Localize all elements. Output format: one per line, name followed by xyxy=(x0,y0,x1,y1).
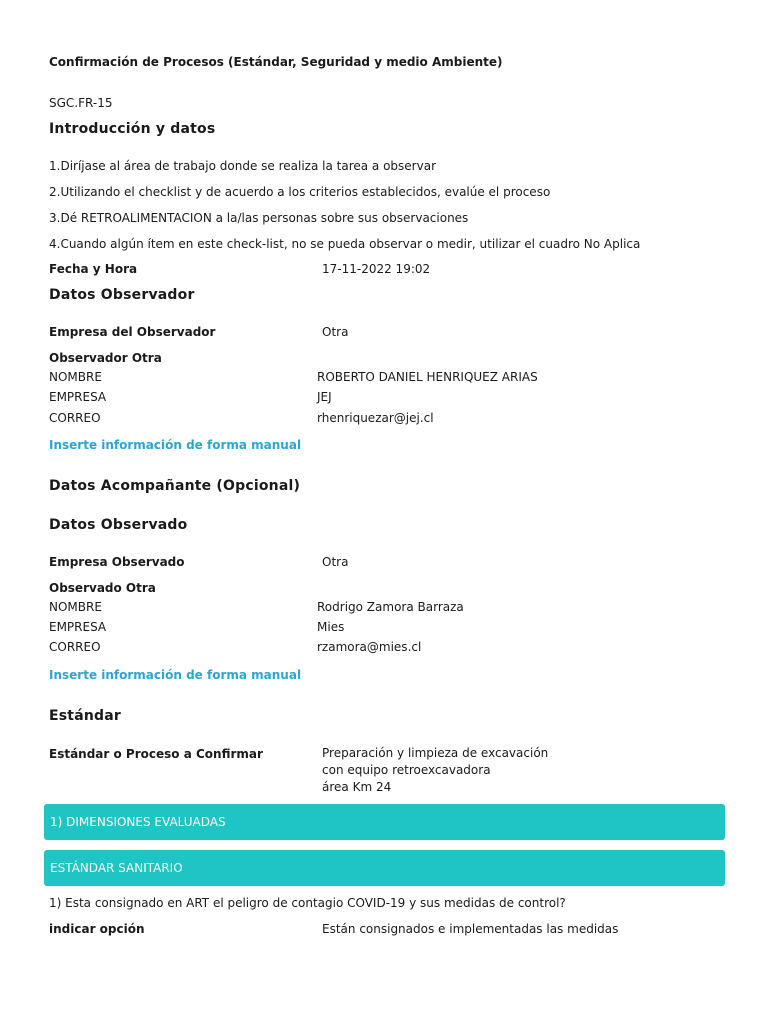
proceso-label: Estándar o Proceso a Confirmar xyxy=(49,747,263,761)
proceso-value-line: Preparación y limpieza de excavación xyxy=(322,746,549,760)
observador-correo-value: rhenriquezar@jej.cl xyxy=(317,411,434,425)
option-value: Están consignados e implementadas las medidas xyxy=(322,922,619,936)
observador-otra-label: Observador Otra xyxy=(49,351,162,365)
observador-empresa-value: JEJ xyxy=(317,390,332,404)
section-heading-intro: Introducción y datos xyxy=(49,121,216,137)
question-text: 1) Esta consignado en ART el peligro de contagio COVID-19 y sus medidas de control? xyxy=(49,896,566,910)
observador-nombre-value: ROBERTO DANIEL HENRIQUEZ ARIAS xyxy=(317,370,538,384)
page-title: Confirmación de Procesos (Estándar, Seguridad y medio Ambiente) xyxy=(49,55,503,69)
section-heading-estandar: Estándar xyxy=(49,708,121,724)
form-code: SGC.FR-15 xyxy=(49,96,113,110)
empresa-observador-value: Otra xyxy=(322,325,349,339)
fecha-value: 17-11-2022 19:02 xyxy=(322,262,431,276)
manual-entry-link-observador[interactable]: Inserte información de forma manual xyxy=(49,438,302,452)
option-label: indicar opción xyxy=(49,922,145,936)
observado-correo-label: CORREO xyxy=(49,640,101,654)
observado-otra-label: Observado Otra xyxy=(49,581,156,595)
instruction-step: 4.Cuando algún ítem en este check-list, no se pueda observar o medir, utilizar el cuadro No Aplica xyxy=(49,237,641,251)
observado-correo-value: rzamora@mies.cl xyxy=(317,640,422,654)
section-heading-observado: Datos Observado xyxy=(49,517,188,533)
observador-empresa-label: EMPRESA xyxy=(49,390,107,404)
instruction-step: 2.Utilizando el checklist y de acuerdo a los criterios establecidos, evalúe el proceso xyxy=(49,185,551,199)
observado-empresa-value: Mies xyxy=(317,620,345,634)
empresa-observado-value: Otra xyxy=(322,555,349,569)
observador-correo-label: CORREO xyxy=(49,411,101,425)
empresa-observador-label: Empresa del Observador xyxy=(49,325,216,339)
observado-empresa-label: EMPRESA xyxy=(49,620,107,634)
section-bar-sanitario[interactable] xyxy=(44,850,725,886)
section-bar-label: ESTÁNDAR SANITARIO xyxy=(50,861,183,875)
proceso-value-line: área Km 24 xyxy=(322,780,392,794)
observador-nombre-label: NOMBRE xyxy=(49,370,102,384)
section-heading-acompanante: Datos Acompañante (Opcional) xyxy=(49,478,301,494)
proceso-value-line: con equipo retroexcavadora xyxy=(322,763,491,777)
observado-nombre-label: NOMBRE xyxy=(49,600,102,614)
section-bar-dimensiones[interactable] xyxy=(44,804,725,840)
observado-nombre-value: Rodrigo Zamora Barraza xyxy=(317,600,464,614)
fecha-label: Fecha y Hora xyxy=(49,262,138,276)
instruction-step: 3.Dé RETROALIMENTACION a la/las personas sobre sus observaciones xyxy=(49,211,469,225)
section-bar-label: 1) DIMENSIONES EVALUADAS xyxy=(50,815,226,829)
manual-entry-link-observado[interactable]: Inserte información de forma manual xyxy=(49,668,302,682)
empresa-observado-label: Empresa Observado xyxy=(49,555,185,569)
section-heading-observador: Datos Observador xyxy=(49,287,195,303)
instruction-step: 1.Diríjase al área de trabajo donde se realiza la tarea a observar xyxy=(49,159,437,173)
